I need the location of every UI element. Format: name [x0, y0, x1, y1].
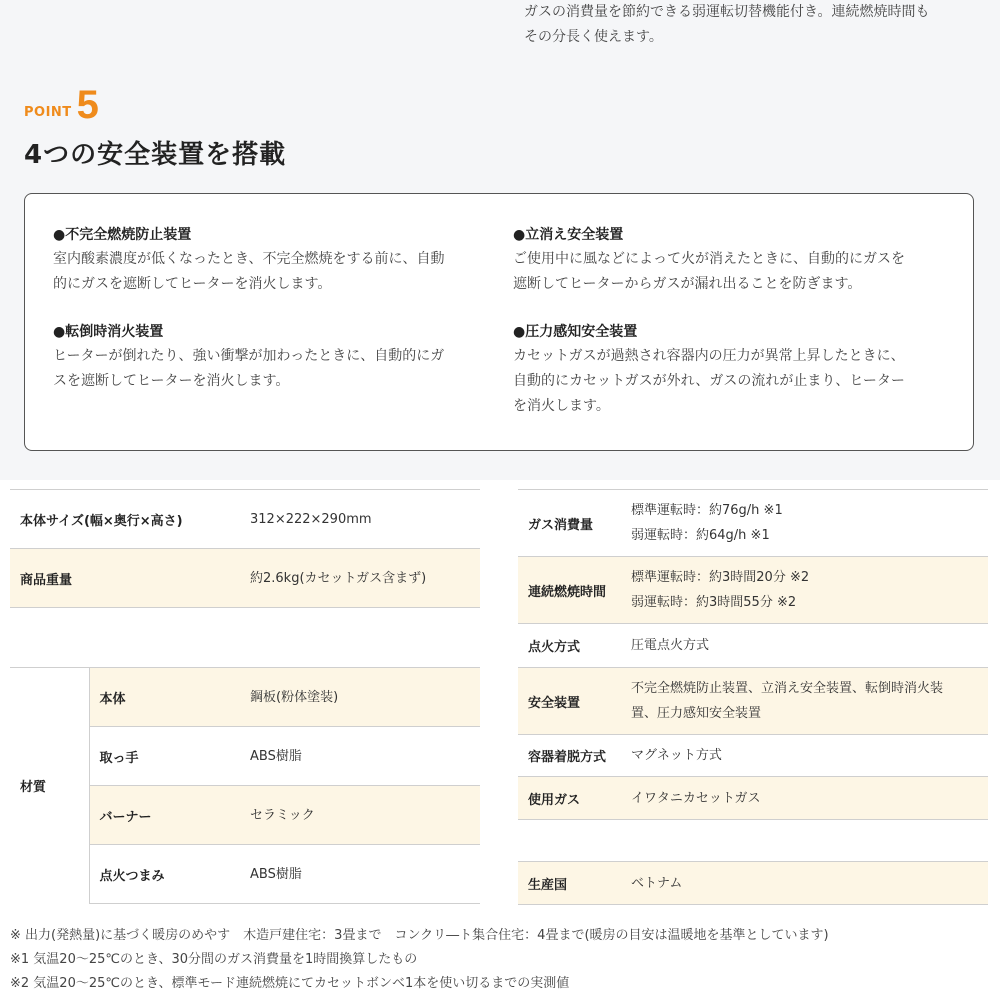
spec-label: バーナー	[89, 786, 240, 845]
spec-label: 使用ガス	[518, 777, 621, 820]
spec-table-left	[10, 489, 480, 904]
point-number: 5	[76, 83, 99, 127]
spec-value: ベトナム	[621, 862, 988, 905]
spec-label: 取っ手	[89, 727, 240, 786]
table-row	[518, 557, 988, 624]
intro-line: その分長く使えます。	[524, 29, 663, 45]
safety-item-title: ● 立消え安全装置	[513, 225, 953, 245]
safety-item-tip-over	[53, 322, 493, 394]
spec-label: ガス消費量	[518, 490, 621, 557]
table-row	[518, 490, 988, 557]
table-row	[10, 668, 480, 727]
value-line: 標準運転時：約76g/h ※1	[631, 503, 783, 518]
point-label: POINT	[24, 105, 72, 120]
spec-group-label: 材質	[10, 668, 89, 904]
table-row	[518, 862, 988, 905]
spec-value: 312×222×290mm	[240, 490, 480, 549]
footnote: ※ 出力(発熱量)に基づく暖房のめやす 木造戸建住宅：3畳まで コンクリ―ト集合住宅：4畳まで(暖房の目安は温暖地を基準としています)	[10, 928, 829, 943]
safety-item-title: ● 圧力感知安全装置	[513, 322, 953, 342]
value-line: 標準運転時：約3時間20分 ※2	[631, 570, 810, 585]
spec-value	[621, 490, 988, 557]
desc-line: 的にガスを遮断してヒーターを消火します。	[53, 276, 332, 292]
value-line: 弱運転時：約64g/h ※1	[631, 528, 770, 543]
safety-item-title: ● 不完全燃焼防止装置	[53, 225, 493, 245]
safety-item-desc	[53, 247, 493, 297]
safety-item-title: ● 転倒時消火装置	[53, 322, 493, 342]
spec-table-right	[518, 489, 988, 905]
spec-value	[621, 557, 988, 624]
spec-label: 点火つまみ	[89, 845, 240, 904]
point-heading	[24, 84, 99, 126]
desc-line: 自動的にカセットガスが外れ、ガスの流れが止まり、ヒーター	[513, 373, 905, 389]
value-line: 置、圧力感知安全装置	[631, 706, 762, 721]
feature-section	[0, 0, 1000, 480]
safety-item-desc	[513, 247, 953, 297]
spacer-cell	[10, 608, 480, 668]
desc-line: ご使用中に風などによって火が消えたときに、自動的にガスを	[513, 251, 905, 267]
section-title: 4つの安全装置を搭載	[24, 140, 287, 170]
table-spacer	[10, 608, 480, 668]
table-spacer	[518, 820, 988, 862]
footnotes	[10, 924, 995, 996]
safety-item-desc	[513, 344, 953, 419]
spec-value: ABS樹脂	[240, 845, 480, 904]
value-line: 不完全燃焼防止装置、立消え安全装置、転倒時消火装	[631, 681, 944, 696]
safety-item-pressure-sensing	[513, 322, 953, 419]
safety-item-desc	[53, 344, 493, 394]
safety-item-incomplete-combustion	[53, 225, 493, 297]
spec-label: 容器着脱方式	[518, 735, 621, 777]
footnote: ※1 気温20～25℃のとき、30分間のガス消費量を1時間換算したもの	[10, 952, 418, 967]
table-row	[518, 777, 988, 820]
spec-label: 連続燃焼時間	[518, 557, 621, 624]
safety-devices-box	[24, 193, 974, 451]
spec-label: 本体サイズ(幅×奥行×高さ)	[10, 490, 240, 549]
spec-value	[621, 668, 988, 735]
spec-value: イワタニカセットガス	[621, 777, 988, 820]
table-row	[518, 624, 988, 668]
table-row	[10, 490, 480, 549]
spacer-cell	[518, 820, 988, 862]
spec-value: ABS樹脂	[240, 727, 480, 786]
desc-line: ヒーターが倒れたり、強い衝撃が加わったときに、自動的にガ	[53, 348, 445, 364]
spec-value: 鋼板(粉体塗装)	[240, 668, 480, 727]
desc-line: を消火します。	[513, 398, 610, 414]
footnote: ※2 気温20～25℃のとき、標準モード連続燃焼にてカセットボンベ1本を使い切るまでの実測値	[10, 976, 570, 991]
spec-label: 商品重量	[10, 549, 240, 608]
spec-label: 安全装置	[518, 668, 621, 735]
spec-value: マグネット方式	[621, 735, 988, 777]
desc-line: スを遮断してヒーターを消火します。	[53, 373, 290, 389]
safety-item-flame-out	[513, 225, 953, 297]
desc-line: 室内酸素濃度が低くなったとき、不完全燃焼をする前に、自動	[53, 251, 445, 267]
spec-value: セラミック	[240, 786, 480, 845]
table-row	[10, 549, 480, 608]
spec-value: 約2.6kg(カセットガス含まず)	[240, 549, 480, 608]
value-line: 弱運転時：約3時間55分 ※2	[631, 595, 797, 610]
intro-text	[524, 0, 984, 50]
desc-line: 遮断してヒーターからガスが漏れ出ることを防ぎます。	[513, 276, 862, 292]
spec-label: 本体	[89, 668, 240, 727]
intro-line: ガスの消費量を節約できる弱運転切替機能付き。連続燃焼時間も	[524, 4, 930, 20]
spec-label: 生産国	[518, 862, 621, 905]
spec-value: 圧電点火方式	[621, 624, 988, 668]
table-row	[518, 735, 988, 777]
desc-line: カセットガスが過熱され容器内の圧力が異常上昇したときに、	[513, 348, 905, 364]
spec-label: 点火方式	[518, 624, 621, 668]
table-row	[518, 668, 988, 735]
